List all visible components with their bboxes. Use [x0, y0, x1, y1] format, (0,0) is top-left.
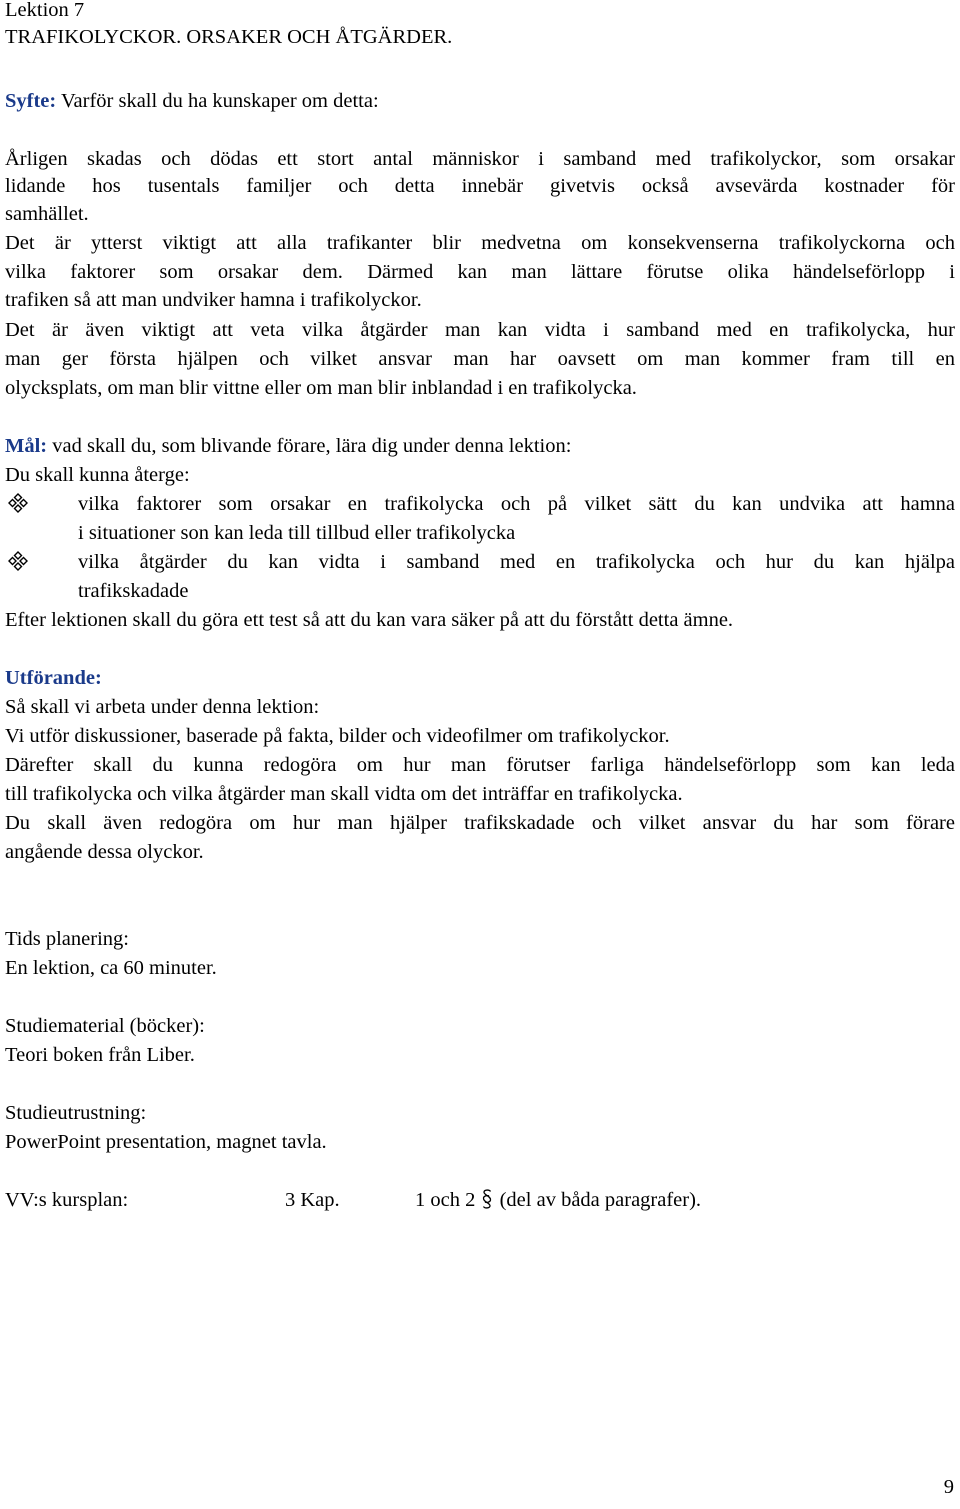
- mal-bullet2-line2: trafikskadade: [78, 580, 189, 602]
- lesson-number: Lektion 7: [5, 0, 85, 21]
- syfte-label: Syfte:: [5, 90, 57, 112]
- kursplan-sections: 1 och 2: [415, 1189, 476, 1211]
- page-number: 9: [943, 1476, 954, 1498]
- diamond-bullet-icon: [5, 549, 31, 575]
- kursplan-note: (del av båda paragrafer).: [499, 1189, 702, 1211]
- mal-label: Mål:: [5, 435, 48, 457]
- mal-bullet2-line1: vilka åtgärder du kan vidta i samband med en trafikolycka och hur du kan hjälpa: [78, 551, 955, 573]
- utforande-line6: angående dessa olyckor.: [5, 841, 204, 863]
- syfte-lead: Varför skall du ha kunskaper om detta:: [56, 90, 379, 112]
- mal-heading: [5, 433, 571, 459]
- diamond-bullet-icon: [5, 491, 31, 517]
- utforande-heading: Utförande:: [5, 667, 102, 689]
- section-sign-icon: [480, 1188, 494, 1210]
- syfte-p2-line3: trafiken så att man undviker hamna i trafikolyckor.: [5, 289, 422, 311]
- mal-bullet1-line2: i situationer son kan leda till tillbud eller trafikolycka: [78, 522, 516, 544]
- material-label: Studiematerial (böcker):: [5, 1015, 205, 1037]
- utrustning-label: Studieutrustning:: [5, 1102, 147, 1124]
- syfte-p2-line2: vilka faktorer som orsakar dem. Därmed kan man lättare förutse olika händelseförlopp i: [5, 261, 955, 283]
- mal-lead: vad skall du, som blivande förare, lära dig under denna lektion:: [47, 435, 572, 457]
- syfte-p1-line1: Årligen skadas och dödas ett stort antal människor i samband med trafikolyckor, som orsakar: [5, 148, 955, 170]
- mal-intro: Du skall kunna återge:: [5, 464, 190, 486]
- tids-value: En lektion, ca 60 minuter.: [5, 957, 217, 979]
- syfte-heading: [5, 88, 379, 114]
- tids-label: Tids planering:: [5, 928, 129, 950]
- utforande-line3: Därefter skall du kunna redogöra om hur man förutser farliga händelseförlopp som kan leda: [5, 754, 955, 776]
- mal-after: Efter lektionen skall du göra ett test så att du kan vara säker på att du förstått detta ämne.: [5, 609, 734, 631]
- utforande-line4: till trafikolycka och vilka åtgärder man skall vidta om det inträffar en trafikolycka.: [5, 783, 683, 805]
- material-value: Teori boken från Liber.: [5, 1044, 195, 1066]
- syfte-p3-line1: Det är även viktigt att veta vilka åtgärder man kan vidta i samband med en trafikolycka, hur: [5, 319, 955, 341]
- syfte-p3-line2: man ger första hjälpen och vilket ansvar man har oavsett om man kommer fram till en: [5, 348, 955, 370]
- syfte-p1-line2: lidande hos tusentals familjer och detta innebär givetvis också avsevärda kostnader för: [5, 175, 955, 197]
- utforande-line2: Vi utför diskussioner, baserade på fakta, bilder och videofilmer om trafikolyckor.: [5, 725, 670, 747]
- mal-bullet1-line1: vilka faktorer som orsakar en trafikolycka och på vilket sätt du kan undvika att hamna: [78, 493, 955, 515]
- syfte-p1-line3: samhället.: [5, 203, 89, 225]
- kursplan-ref: [415, 1187, 701, 1213]
- kursplan-label: VV:s kursplan:: [5, 1189, 129, 1211]
- syfte-p3-line3: olycksplats, om man blir vittne eller om man blir inblandad i en trafikolycka.: [5, 377, 637, 399]
- kursplan-chapter: 3 Kap.: [285, 1189, 340, 1211]
- utforande-line1: Så skall vi arbeta under denna lektion:: [5, 696, 320, 718]
- utrustning-value: PowerPoint presentation, magnet tavla.: [5, 1131, 327, 1153]
- lesson-title: TRAFIKOLYCKOR. ORSAKER OCH ÅTGÄRDER.: [5, 26, 453, 48]
- utforande-line5: Du skall även redogöra om hur man hjälper trafikskadade och vilket ansvar du har som förare: [5, 812, 955, 834]
- kursplan-row: [5, 1187, 955, 1213]
- syfte-p2-line1: Det är ytterst viktigt att alla trafikanter blir medvetna om konsekvenserna trafikolyckorna och: [5, 232, 955, 254]
